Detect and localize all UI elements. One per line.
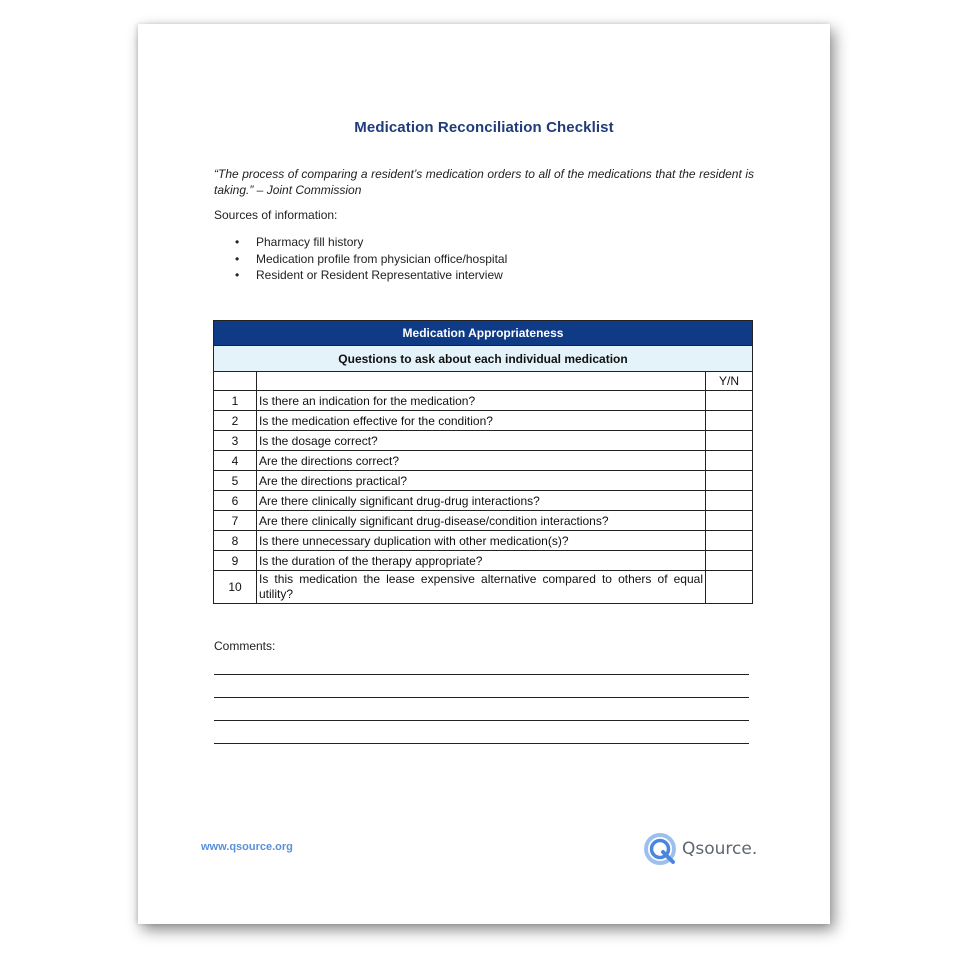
comment-line[interactable] (214, 720, 749, 721)
table-row (214, 471, 753, 491)
row-number: 6 (214, 491, 257, 511)
row-question: Is the duration of the therapy appropriate? (257, 551, 706, 571)
row-number: 10 (214, 571, 257, 604)
yn-answer-cell[interactable] (706, 431, 753, 451)
question-column-header (257, 372, 706, 391)
row-number: 4 (214, 451, 257, 471)
source-item (214, 234, 507, 251)
row-question: Is this medication the lease expensive alternative compared to others of equal utility? (257, 571, 706, 604)
bullet-icon: • (235, 268, 240, 282)
yn-answer-cell[interactable] (706, 391, 753, 411)
joint-commission-quote: “The process of comparing a resident’s medication orders to all of the medications that the resident is taking.” – Joint Commission (214, 167, 754, 197)
row-number: 2 (214, 411, 257, 431)
row-number: 3 (214, 431, 257, 451)
table-row (214, 411, 753, 431)
table-subheader: Questions to ask about each individual medication (214, 346, 753, 372)
sources-label: Sources of information: (214, 208, 338, 222)
yn-answer-cell[interactable] (706, 451, 753, 471)
table-row (214, 511, 753, 531)
row-question: Are the directions practical? (257, 471, 706, 491)
table-row (214, 531, 753, 551)
row-number: 8 (214, 531, 257, 551)
table-header: Medication Appropriateness (214, 321, 753, 346)
bullet-icon: • (235, 235, 240, 249)
document-title: Medication Reconciliation Checklist (354, 119, 614, 136)
table-row (214, 571, 753, 604)
source-item-label: Resident or Resident Representative interview (256, 268, 503, 282)
comment-line[interactable] (214, 697, 749, 698)
table-row (214, 391, 753, 411)
source-item-label: Pharmacy fill history (256, 235, 364, 249)
row-question: Are there clinically significant drug-disease/condition interactions? (257, 511, 706, 531)
yn-answer-cell[interactable] (706, 511, 753, 531)
row-number: 9 (214, 551, 257, 571)
document-page (138, 24, 830, 924)
comment-line[interactable] (214, 674, 749, 675)
qsource-logo-icon (643, 832, 677, 866)
row-question: Are the directions correct? (257, 451, 706, 471)
yn-answer-cell[interactable] (706, 571, 753, 604)
comments-label: Comments: (214, 639, 276, 653)
source-item (214, 267, 507, 284)
sources-list (214, 234, 507, 284)
yn-answer-cell[interactable] (706, 551, 753, 571)
comment-line[interactable] (214, 743, 749, 744)
yn-answer-cell[interactable] (706, 491, 753, 511)
logo-text: Qsource. (682, 839, 758, 859)
table-row (214, 551, 753, 571)
website-link[interactable]: www.qsource.org (201, 841, 293, 853)
bullet-icon: • (235, 251, 240, 266)
source-item-label: Medication profile from physician office/hospital (256, 251, 508, 266)
row-number: 7 (214, 511, 257, 531)
row-number: 1 (214, 391, 257, 411)
row-question: Is the dosage correct? (257, 431, 706, 451)
table-row (214, 491, 753, 511)
row-question: Is there an indication for the medication? (257, 391, 706, 411)
table-row (214, 451, 753, 471)
yn-answer-cell[interactable] (706, 411, 753, 431)
row-number: 5 (214, 471, 257, 491)
column-header-row (214, 372, 753, 391)
qsource-logo (643, 832, 757, 866)
medication-appropriateness-table (213, 320, 753, 604)
source-item (214, 251, 507, 268)
row-question: Are there clinically significant drug-drug interactions? (257, 491, 706, 511)
yn-answer-cell[interactable] (706, 471, 753, 491)
row-question: Is the medication effective for the condition? (257, 411, 706, 431)
row-question: Is there unnecessary duplication with other medication(s)? (257, 531, 706, 551)
table-row (214, 431, 753, 451)
number-column-header (214, 372, 257, 391)
yn-column-header: Y/N (706, 372, 753, 391)
yn-answer-cell[interactable] (706, 531, 753, 551)
